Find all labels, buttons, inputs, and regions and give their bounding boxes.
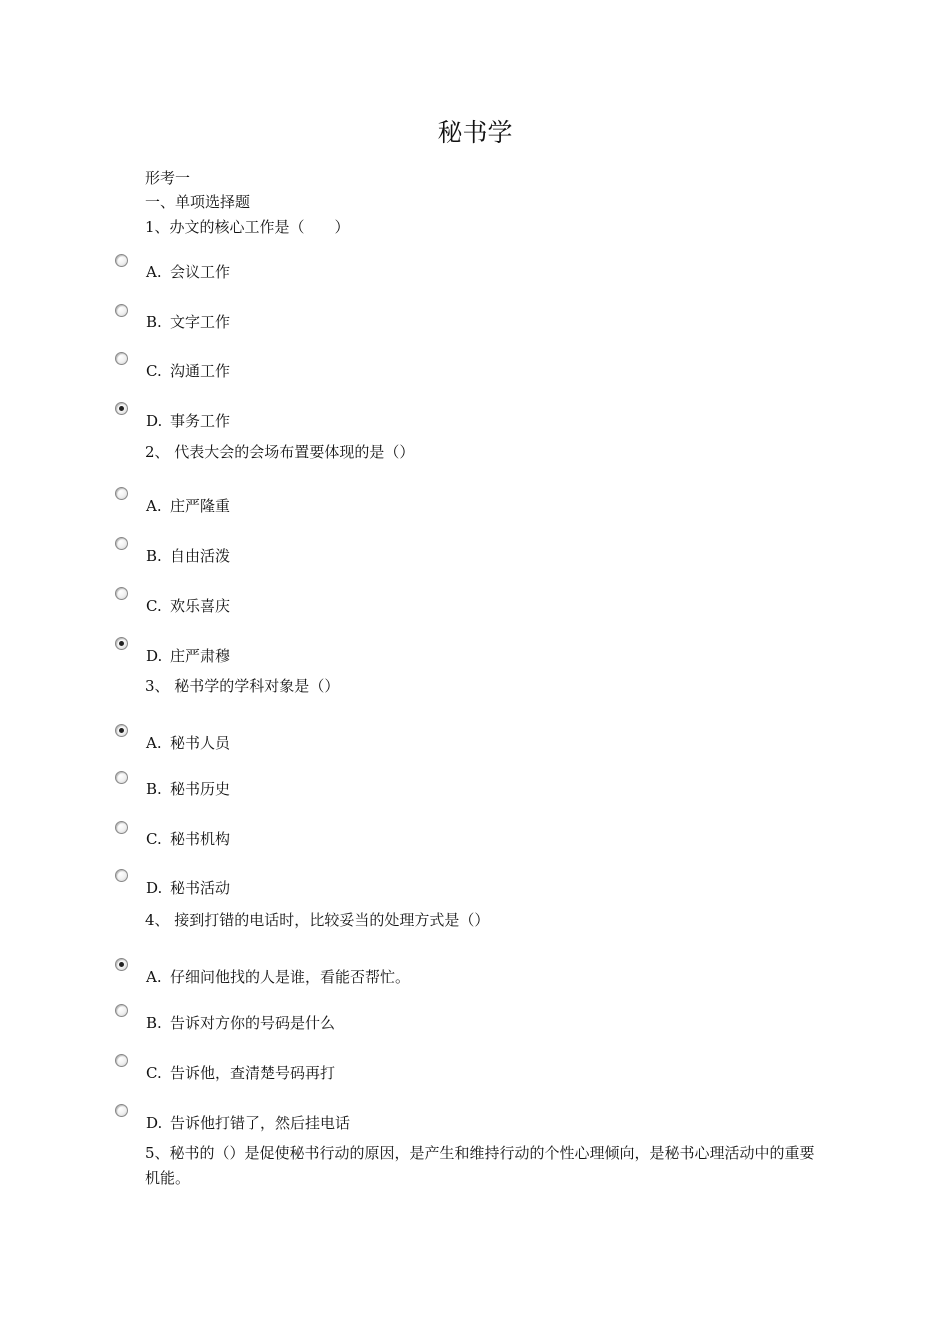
radio-q3-c[interactable] [115, 821, 128, 834]
radio-q1-a[interactable] [115, 254, 128, 267]
radio-q3-d[interactable] [115, 869, 128, 882]
option-q2-a: A. 庄严隆重 [146, 497, 231, 515]
radio-q2-c[interactable] [115, 587, 128, 600]
document-title: 秘书学 [437, 118, 513, 147]
option-q2-d: D. 庄严肃穆 [146, 647, 231, 665]
option-q4-d: D. 告诉他打错了，然后挂电话 [146, 1114, 351, 1132]
option-q4-a: A. 仔细问他找的人是谁，看能否帮忙。 [146, 968, 411, 986]
radio-q4-c[interactable] [115, 1054, 128, 1067]
question-3-text: 3、 秘书学的学科对象是（） [145, 677, 340, 695]
question-2-text: 2、 代表大会的会场布置要体现的是（） [145, 443, 415, 461]
option-q1-a: A. 会议工作 [146, 263, 231, 281]
radio-selected-dot [119, 406, 124, 411]
radio-q1-d[interactable] [115, 402, 128, 415]
radio-selected-dot [119, 962, 124, 967]
radio-q3-a[interactable] [115, 724, 128, 737]
option-q1-d: D. 事务工作 [146, 412, 231, 430]
radio-q1-b[interactable] [115, 304, 128, 317]
option-q3-b: B. 秘书历史 [146, 780, 231, 798]
radio-q4-d[interactable] [115, 1104, 128, 1117]
option-q2-c: C. 欢乐喜庆 [146, 597, 231, 615]
radio-q2-b[interactable] [115, 537, 128, 550]
part-heading: 一、单项选择题 [145, 193, 251, 211]
radio-q4-b[interactable] [115, 1004, 128, 1017]
question-5-text: 5、秘书的（）是促使秘书行动的原因，是产生和维持行动的个性心理倾向，是秘书心理活动中的重要机能。 [145, 1144, 815, 1187]
question-4-text: 4、 接到打错的电话时，比较妥当的处理方式是（） [145, 911, 490, 929]
option-q3-a: A. 秘书人员 [146, 734, 231, 752]
radio-q2-d[interactable] [115, 637, 128, 650]
question-1-text: 1、办文的核心工作是（ ） [145, 218, 350, 236]
option-q2-b: B. 自由活泼 [146, 547, 231, 565]
option-q1-b: B. 文字工作 [146, 313, 231, 331]
radio-q3-b[interactable] [115, 771, 128, 784]
radio-q1-c[interactable] [115, 352, 128, 365]
option-q4-b: B. 告诉对方你的号码是什么 [146, 1014, 336, 1032]
radio-q2-a[interactable] [115, 487, 128, 500]
radio-selected-dot [119, 641, 124, 646]
radio-q4-a[interactable] [115, 958, 128, 971]
option-q4-c: C. 告诉他，查清楚号码再打 [146, 1064, 336, 1082]
section-label: 形考一 [145, 169, 191, 187]
option-q3-c: C. 秘书机构 [146, 830, 231, 848]
radio-selected-dot [119, 728, 124, 733]
option-q1-c: C. 沟通工作 [146, 362, 231, 380]
option-q3-d: D. 秘书活动 [146, 879, 231, 897]
